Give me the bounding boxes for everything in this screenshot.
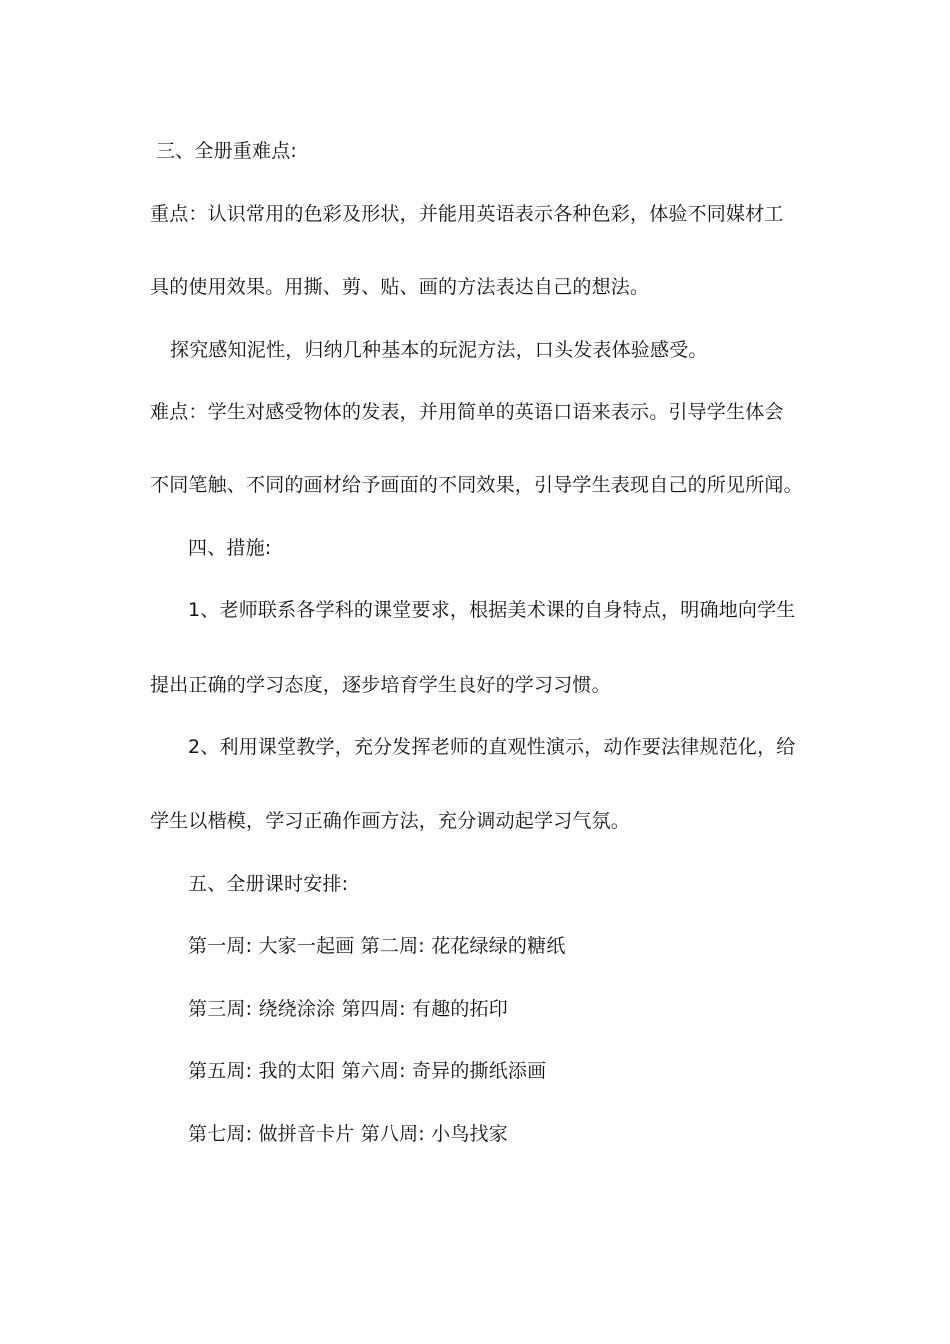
- difficult-points-line-2: 不同笔触、不同的画材给予画面的不同效果，引导学生表现自己的所见所闻。: [150, 474, 803, 496]
- schedule-row-1: 第一周: 大家一起画 第二周: 花花绿绿的糖纸: [188, 935, 566, 957]
- schedule-row-3: 第五周: 我的太阳 第六周: 奇异的撕纸添画: [188, 1060, 547, 1082]
- key-points-line-3: 探究感知泥性，归纳几种基本的玩泥方法，口头发表体验感受。: [170, 339, 708, 361]
- schedule-row-4: 第七周: 做拼音卡片 第八周: 小鸟找家: [188, 1123, 508, 1145]
- measure-2-line-2: 学生以楷模，学习正确作画方法，充分调动起学习气氛。: [150, 810, 631, 832]
- measure-2-line-1: 2、利用课堂教学，充分发挥老师的直观性演示，动作要法律规范化，给: [188, 736, 796, 758]
- section-heading-measures: 四、措施:: [188, 537, 272, 559]
- section-heading-schedule: 五、全册课时安排:: [188, 873, 349, 895]
- schedule-row-2: 第三周: 绕绕涂涂 第四周: 有趣的拓印: [188, 998, 508, 1020]
- measure-1-line-1: 1、老师联系各学科的课堂要求，根据美术课的自身特点，明确地向学生: [188, 599, 796, 621]
- key-points-line-2: 具的使用效果。用撕、剪、贴、画的方法表达自己的想法。: [150, 276, 650, 298]
- key-points-line-1: 重点：认识常用的色彩及形状，并能用英语表示各种色彩，体验不同媒材工: [150, 203, 784, 225]
- difficult-points-line-1: 难点：学生对感受物体的发表，并用简单的英语口语来表示。引导学生体会: [150, 401, 784, 423]
- measure-1-line-2: 提出正确的学习态度，逐步培育学生良好的学习习惯。: [150, 674, 611, 696]
- section-heading-key-difficult: 三、全册重难点:: [156, 140, 298, 162]
